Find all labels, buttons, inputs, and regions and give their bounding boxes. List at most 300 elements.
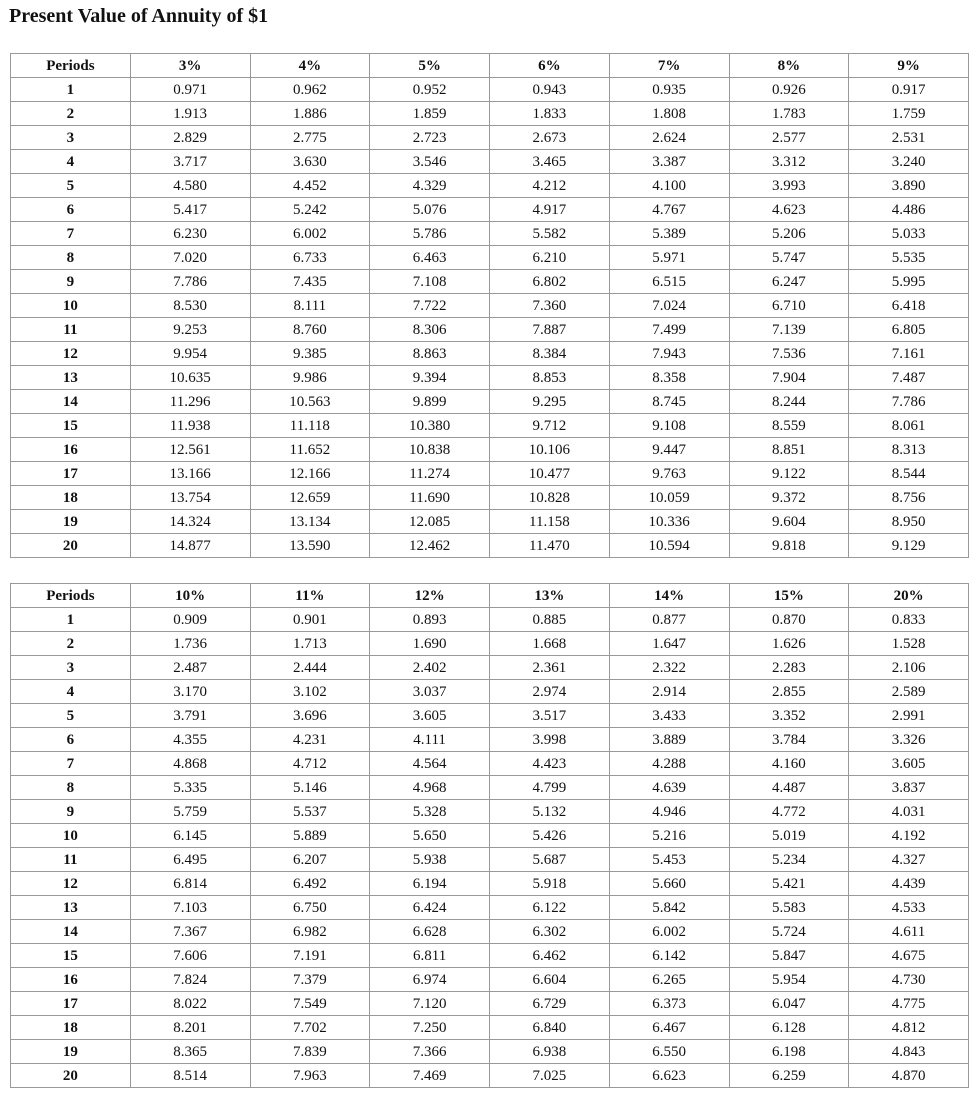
period-cell: 20 [11, 534, 131, 558]
factor-cell: 8.745 [609, 390, 729, 414]
period-cell: 11 [11, 848, 131, 872]
factor-cell: 8.111 [250, 294, 370, 318]
period-cell: 6 [11, 728, 131, 752]
factor-cell: 4.439 [849, 872, 969, 896]
factor-cell: 5.019 [729, 824, 849, 848]
factor-cell: 0.917 [849, 78, 969, 102]
factor-cell: 10.477 [490, 462, 610, 486]
table-row [11, 510, 969, 534]
factor-cell: 5.954 [729, 968, 849, 992]
factor-cell: 6.623 [609, 1064, 729, 1088]
period-cell: 3 [11, 126, 131, 150]
factor-cell: 7.487 [849, 366, 969, 390]
rate-header: 20% [849, 584, 969, 608]
factor-cell: 4.212 [490, 174, 610, 198]
factor-cell: 6.750 [250, 896, 370, 920]
factor-cell: 2.361 [490, 656, 610, 680]
factor-cell: 4.192 [849, 824, 969, 848]
factor-cell: 7.549 [250, 992, 370, 1016]
period-cell: 7 [11, 752, 131, 776]
table-row [11, 944, 969, 968]
factor-cell: 1.647 [609, 632, 729, 656]
factor-cell: 3.546 [370, 150, 490, 174]
factor-cell: 4.452 [250, 174, 370, 198]
factor-cell: 10.336 [609, 510, 729, 534]
factor-cell: 7.191 [250, 944, 370, 968]
factor-cell: 6.207 [250, 848, 370, 872]
period-cell: 13 [11, 896, 131, 920]
factor-cell: 0.885 [490, 608, 610, 632]
factor-cell: 1.690 [370, 632, 490, 656]
table-row [11, 534, 969, 558]
factor-cell: 7.379 [250, 968, 370, 992]
factor-cell: 1.626 [729, 632, 849, 656]
factor-cell: 5.146 [250, 776, 370, 800]
factor-cell: 2.402 [370, 656, 490, 680]
factor-cell: 8.544 [849, 462, 969, 486]
period-cell: 5 [11, 174, 131, 198]
rate-header: 15% [729, 584, 849, 608]
period-cell: 8 [11, 776, 131, 800]
period-cell: 18 [11, 1016, 131, 1040]
factor-cell: 2.974 [490, 680, 610, 704]
factor-cell: 6.128 [729, 1016, 849, 1040]
factor-cell: 5.995 [849, 270, 969, 294]
factor-cell: 3.170 [130, 680, 250, 704]
factor-cell: 4.327 [849, 848, 969, 872]
rate-header: 3% [130, 54, 250, 78]
factor-cell: 4.486 [849, 198, 969, 222]
factor-cell: 4.329 [370, 174, 490, 198]
table-row [11, 222, 969, 246]
factor-cell: 6.492 [250, 872, 370, 896]
factor-cell: 2.589 [849, 680, 969, 704]
factor-cell: 6.247 [729, 270, 849, 294]
factor-cell: 0.935 [609, 78, 729, 102]
factor-cell: 8.863 [370, 342, 490, 366]
table-row [11, 366, 969, 390]
factor-cell: 6.982 [250, 920, 370, 944]
factor-cell: 5.687 [490, 848, 610, 872]
factor-cell: 6.495 [130, 848, 250, 872]
table-row [11, 318, 969, 342]
factor-cell: 11.470 [490, 534, 610, 558]
factor-cell: 4.799 [490, 776, 610, 800]
period-cell: 1 [11, 608, 131, 632]
factor-cell: 2.322 [609, 656, 729, 680]
factor-cell: 2.855 [729, 680, 849, 704]
factor-cell: 4.031 [849, 800, 969, 824]
factor-cell: 6.145 [130, 824, 250, 848]
factor-cell: 4.767 [609, 198, 729, 222]
factor-cell: 8.853 [490, 366, 610, 390]
rate-header: 10% [130, 584, 250, 608]
factor-cell: 7.702 [250, 1016, 370, 1040]
factor-cell: 12.166 [250, 462, 370, 486]
factor-cell: 7.887 [490, 318, 610, 342]
rate-header: 7% [609, 54, 729, 78]
factor-cell: 7.025 [490, 1064, 610, 1088]
factor-cell: 7.786 [130, 270, 250, 294]
rate-header: 6% [490, 54, 610, 78]
factor-cell: 12.561 [130, 438, 250, 462]
factor-cell: 7.839 [250, 1040, 370, 1064]
factor-cell: 3.037 [370, 680, 490, 704]
factor-cell: 3.890 [849, 174, 969, 198]
table-row [11, 704, 969, 728]
factor-cell: 9.447 [609, 438, 729, 462]
factor-cell: 7.904 [729, 366, 849, 390]
factor-cell: 2.775 [250, 126, 370, 150]
factor-cell: 1.886 [250, 102, 370, 126]
factor-cell: 4.487 [729, 776, 849, 800]
annuity-table-3-to-9-percent [10, 53, 969, 558]
table-row [11, 294, 969, 318]
factor-cell: 3.312 [729, 150, 849, 174]
factor-cell: 5.389 [609, 222, 729, 246]
factor-cell: 6.467 [609, 1016, 729, 1040]
factor-cell: 14.324 [130, 510, 250, 534]
factor-cell: 6.198 [729, 1040, 849, 1064]
factor-cell: 0.877 [609, 608, 729, 632]
factor-cell: 3.630 [250, 150, 370, 174]
factor-cell: 3.352 [729, 704, 849, 728]
table-row [11, 608, 969, 632]
factor-cell: 13.166 [130, 462, 250, 486]
factor-cell: 6.710 [729, 294, 849, 318]
factor-cell: 4.868 [130, 752, 250, 776]
annuity-table-10-to-20-percent [10, 583, 969, 1088]
table-row [11, 848, 969, 872]
factor-cell: 8.244 [729, 390, 849, 414]
factor-cell: 8.530 [130, 294, 250, 318]
factor-cell: 5.328 [370, 800, 490, 824]
factor-cell: 6.462 [490, 944, 610, 968]
factor-cell: 6.259 [729, 1064, 849, 1088]
factor-cell: 6.002 [609, 920, 729, 944]
factor-cell: 4.288 [609, 752, 729, 776]
factor-cell: 6.210 [490, 246, 610, 270]
table-row [11, 462, 969, 486]
table-header-row [11, 584, 969, 608]
factor-cell: 6.805 [849, 318, 969, 342]
factor-cell: 5.724 [729, 920, 849, 944]
factor-cell: 7.161 [849, 342, 969, 366]
factor-cell: 8.851 [729, 438, 849, 462]
period-cell: 17 [11, 462, 131, 486]
rate-header: 11% [250, 584, 370, 608]
factor-cell: 4.355 [130, 728, 250, 752]
factor-cell: 0.833 [849, 608, 969, 632]
factor-cell: 6.302 [490, 920, 610, 944]
period-cell: 4 [11, 680, 131, 704]
factor-cell: 12.462 [370, 534, 490, 558]
factor-cell: 3.517 [490, 704, 610, 728]
rate-header: 5% [370, 54, 490, 78]
period-cell: 13 [11, 366, 131, 390]
factor-cell: 3.717 [130, 150, 250, 174]
factor-cell: 8.306 [370, 318, 490, 342]
factor-cell: 1.833 [490, 102, 610, 126]
rate-header: 9% [849, 54, 969, 78]
table-row [11, 102, 969, 126]
factor-cell: 9.129 [849, 534, 969, 558]
factor-cell: 8.756 [849, 486, 969, 510]
factor-cell: 8.201 [130, 1016, 250, 1040]
factor-cell: 4.580 [130, 174, 250, 198]
table-row [11, 992, 969, 1016]
factor-cell: 4.946 [609, 800, 729, 824]
factor-cell: 6.814 [130, 872, 250, 896]
factor-cell: 9.385 [250, 342, 370, 366]
factor-cell: 5.938 [370, 848, 490, 872]
period-cell: 16 [11, 438, 131, 462]
factor-cell: 6.373 [609, 992, 729, 1016]
factor-cell: 10.635 [130, 366, 250, 390]
factor-cell: 1.736 [130, 632, 250, 656]
table-row [11, 174, 969, 198]
table-row [11, 752, 969, 776]
factor-cell: 13.590 [250, 534, 370, 558]
factor-cell: 9.954 [130, 342, 250, 366]
factor-cell: 6.424 [370, 896, 490, 920]
factor-cell: 5.132 [490, 800, 610, 824]
period-cell: 19 [11, 510, 131, 534]
factor-cell: 7.024 [609, 294, 729, 318]
rate-header: 4% [250, 54, 370, 78]
factor-cell: 5.076 [370, 198, 490, 222]
period-cell: 12 [11, 872, 131, 896]
factor-cell: 5.242 [250, 198, 370, 222]
factor-cell: 3.102 [250, 680, 370, 704]
period-cell: 6 [11, 198, 131, 222]
factor-cell: 0.971 [130, 78, 250, 102]
factor-cell: 4.564 [370, 752, 490, 776]
period-cell: 16 [11, 968, 131, 992]
table-row [11, 800, 969, 824]
factor-cell: 7.108 [370, 270, 490, 294]
factor-cell: 4.843 [849, 1040, 969, 1064]
factor-cell: 0.909 [130, 608, 250, 632]
factor-cell: 6.628 [370, 920, 490, 944]
factor-cell: 4.623 [729, 198, 849, 222]
factor-cell: 5.335 [130, 776, 250, 800]
factor-cell: 1.668 [490, 632, 610, 656]
factor-cell: 2.914 [609, 680, 729, 704]
factor-cell: 5.234 [729, 848, 849, 872]
factor-cell: 4.870 [849, 1064, 969, 1088]
factor-cell: 5.421 [729, 872, 849, 896]
factor-cell: 9.122 [729, 462, 849, 486]
factor-cell: 5.759 [130, 800, 250, 824]
factor-cell: 7.786 [849, 390, 969, 414]
factor-cell: 11.274 [370, 462, 490, 486]
factor-cell: 7.722 [370, 294, 490, 318]
factor-cell: 6.811 [370, 944, 490, 968]
table-row [11, 150, 969, 174]
factor-cell: 5.426 [490, 824, 610, 848]
factor-cell: 4.675 [849, 944, 969, 968]
factor-cell: 7.366 [370, 1040, 490, 1064]
periods-header: Periods [11, 584, 131, 608]
factor-cell: 4.772 [729, 800, 849, 824]
factor-cell: 1.528 [849, 632, 969, 656]
factor-cell: 3.240 [849, 150, 969, 174]
table-row [11, 776, 969, 800]
factor-cell: 3.387 [609, 150, 729, 174]
factor-cell: 3.605 [849, 752, 969, 776]
factor-cell: 3.837 [849, 776, 969, 800]
factor-cell: 2.444 [250, 656, 370, 680]
factor-cell: 10.594 [609, 534, 729, 558]
factor-cell: 5.582 [490, 222, 610, 246]
factor-cell: 5.660 [609, 872, 729, 896]
factor-cell: 5.535 [849, 246, 969, 270]
factor-cell: 0.943 [490, 78, 610, 102]
period-cell: 20 [11, 1064, 131, 1088]
period-cell: 1 [11, 78, 131, 102]
factor-cell: 6.142 [609, 944, 729, 968]
factor-cell: 9.253 [130, 318, 250, 342]
period-cell: 10 [11, 294, 131, 318]
factor-cell: 10.106 [490, 438, 610, 462]
factor-cell: 10.380 [370, 414, 490, 438]
factor-cell: 2.991 [849, 704, 969, 728]
table-row [11, 414, 969, 438]
factor-cell: 6.463 [370, 246, 490, 270]
factor-cell: 6.230 [130, 222, 250, 246]
factor-cell: 4.775 [849, 992, 969, 1016]
factor-cell: 0.901 [250, 608, 370, 632]
factor-cell: 4.533 [849, 896, 969, 920]
factor-cell: 2.487 [130, 656, 250, 680]
rate-header: 13% [490, 584, 610, 608]
factor-cell: 0.870 [729, 608, 849, 632]
factor-cell: 3.998 [490, 728, 610, 752]
table-row [11, 246, 969, 270]
factor-cell: 8.313 [849, 438, 969, 462]
period-cell: 8 [11, 246, 131, 270]
factor-cell: 7.499 [609, 318, 729, 342]
factor-cell: 10.563 [250, 390, 370, 414]
period-cell: 2 [11, 632, 131, 656]
factor-cell: 1.808 [609, 102, 729, 126]
factor-cell: 5.453 [609, 848, 729, 872]
factor-cell: 8.760 [250, 318, 370, 342]
factor-cell: 8.950 [849, 510, 969, 534]
table-row [11, 896, 969, 920]
factor-cell: 5.583 [729, 896, 849, 920]
factor-cell: 5.786 [370, 222, 490, 246]
table-row [11, 728, 969, 752]
factor-cell: 10.838 [370, 438, 490, 462]
period-cell: 14 [11, 390, 131, 414]
factor-cell: 11.938 [130, 414, 250, 438]
period-cell: 12 [11, 342, 131, 366]
factor-cell: 6.938 [490, 1040, 610, 1064]
factor-cell: 2.531 [849, 126, 969, 150]
factor-cell: 3.696 [250, 704, 370, 728]
factor-cell: 5.971 [609, 246, 729, 270]
factor-cell: 6.729 [490, 992, 610, 1016]
factor-cell: 4.712 [250, 752, 370, 776]
factor-cell: 3.784 [729, 728, 849, 752]
factor-cell: 9.295 [490, 390, 610, 414]
factor-cell: 5.206 [729, 222, 849, 246]
table-row [11, 632, 969, 656]
factor-cell: 2.673 [490, 126, 610, 150]
table-row [11, 438, 969, 462]
period-cell: 17 [11, 992, 131, 1016]
factor-cell: 0.926 [729, 78, 849, 102]
rate-header: 8% [729, 54, 849, 78]
factor-cell: 6.974 [370, 968, 490, 992]
table-header-row [11, 54, 969, 78]
factor-cell: 0.952 [370, 78, 490, 102]
factor-cell: 0.893 [370, 608, 490, 632]
factor-cell: 4.730 [849, 968, 969, 992]
table-row [11, 270, 969, 294]
factor-cell: 7.943 [609, 342, 729, 366]
factor-cell: 7.120 [370, 992, 490, 1016]
factor-cell: 9.986 [250, 366, 370, 390]
factor-cell: 7.139 [729, 318, 849, 342]
factor-cell: 6.122 [490, 896, 610, 920]
factor-cell: 0.962 [250, 78, 370, 102]
factor-cell: 14.877 [130, 534, 250, 558]
period-cell: 4 [11, 150, 131, 174]
table-row [11, 920, 969, 944]
factor-cell: 6.802 [490, 270, 610, 294]
factor-cell: 9.818 [729, 534, 849, 558]
table-row [11, 824, 969, 848]
factor-cell: 8.022 [130, 992, 250, 1016]
period-cell: 19 [11, 1040, 131, 1064]
factor-cell: 6.604 [490, 968, 610, 992]
factor-cell: 6.515 [609, 270, 729, 294]
factor-cell: 11.158 [490, 510, 610, 534]
factor-cell: 12.659 [250, 486, 370, 510]
factor-cell: 5.918 [490, 872, 610, 896]
factor-cell: 8.358 [609, 366, 729, 390]
table-row [11, 872, 969, 896]
factor-cell: 4.231 [250, 728, 370, 752]
factor-cell: 7.360 [490, 294, 610, 318]
periods-header: Periods [11, 54, 131, 78]
factor-cell: 7.250 [370, 1016, 490, 1040]
factor-cell: 8.384 [490, 342, 610, 366]
table-row [11, 1040, 969, 1064]
period-cell: 15 [11, 414, 131, 438]
period-cell: 9 [11, 270, 131, 294]
period-cell: 7 [11, 222, 131, 246]
factor-cell: 2.577 [729, 126, 849, 150]
period-cell: 14 [11, 920, 131, 944]
table-row [11, 126, 969, 150]
factor-cell: 9.604 [729, 510, 849, 534]
factor-cell: 5.889 [250, 824, 370, 848]
table-row [11, 342, 969, 366]
factor-cell: 4.111 [370, 728, 490, 752]
factor-cell: 5.747 [729, 246, 849, 270]
table-row [11, 680, 969, 704]
factor-cell: 6.265 [609, 968, 729, 992]
factor-cell: 1.759 [849, 102, 969, 126]
factor-cell: 4.100 [609, 174, 729, 198]
factor-cell: 2.723 [370, 126, 490, 150]
factor-cell: 11.296 [130, 390, 250, 414]
factor-cell: 3.993 [729, 174, 849, 198]
